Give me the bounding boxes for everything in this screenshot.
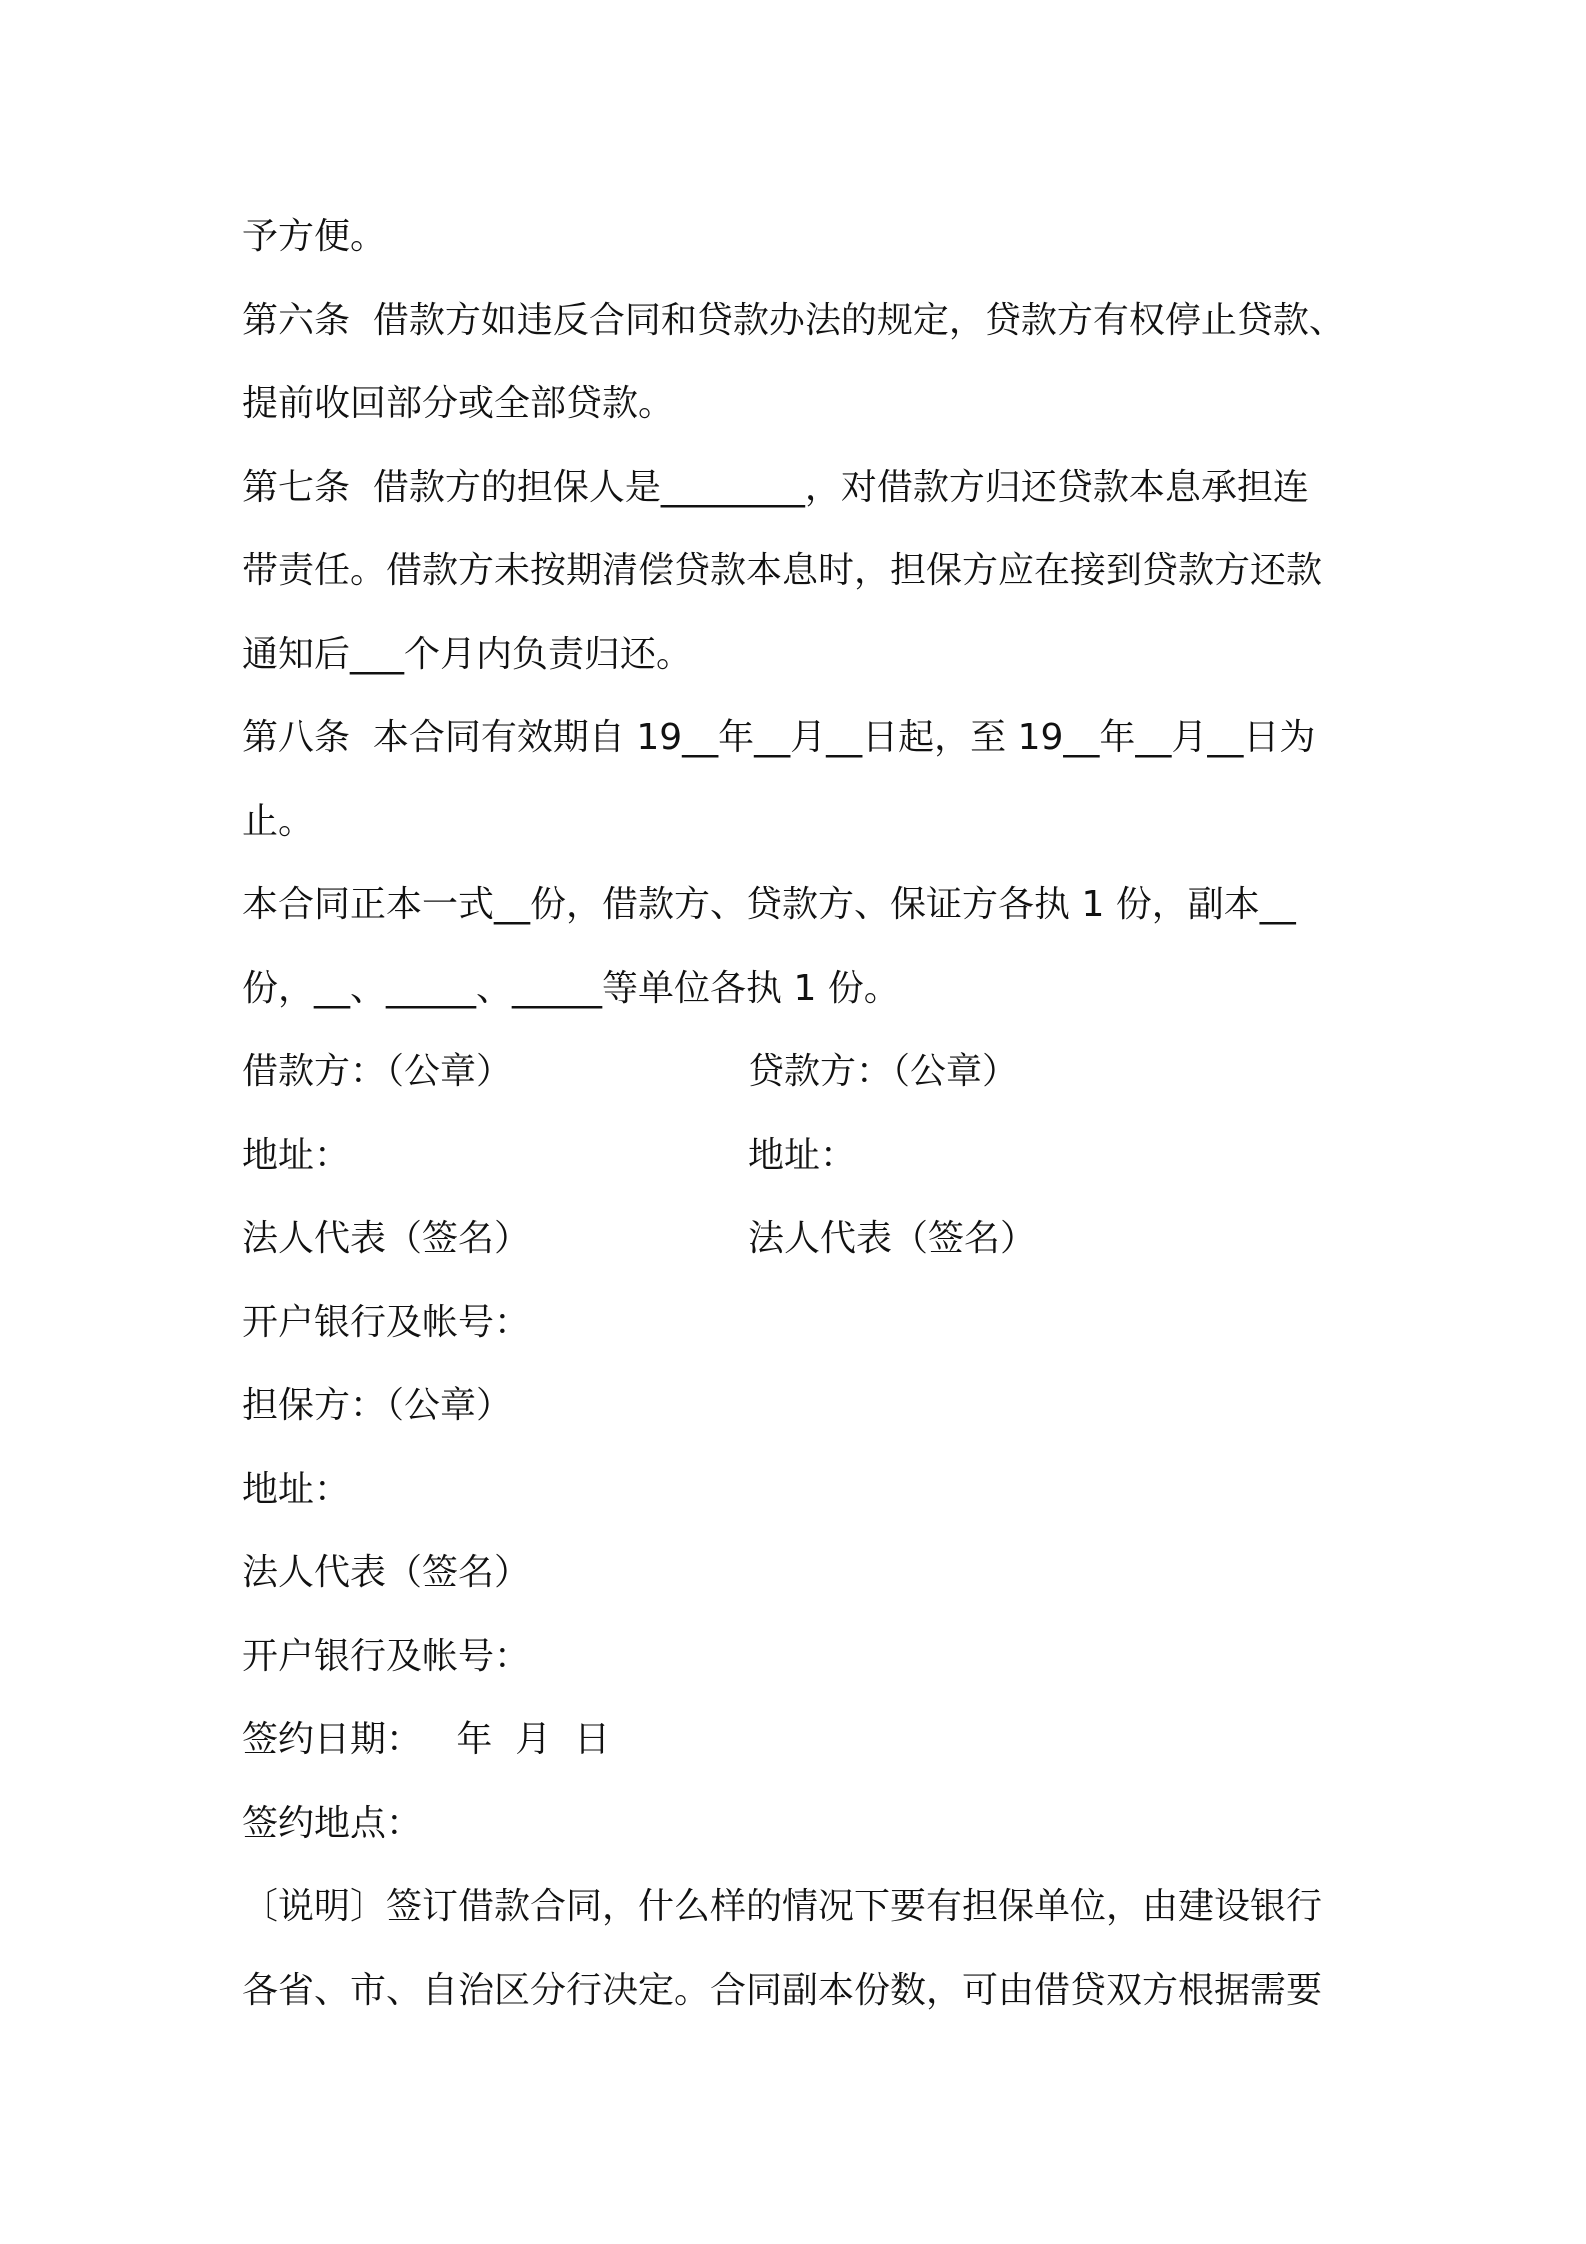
- copies-line-1: 本合同正本一式__份，借款方、贷款方、保证方各执 1 份，副本__: [242, 884, 1296, 925]
- borrower-representative-label: 法人代表（签名）: [242, 1218, 531, 1259]
- note-line-2: 各省、市、自治区分行决定。合同副本份数，可由借贷双方根据需要: [242, 1969, 1323, 2011]
- guarantor-bank-account-label: 开户银行及帐号：: [242, 1635, 531, 1677]
- signature-row-representative: [242, 1197, 1362, 1281]
- borrower-address-label: 地址：: [242, 1134, 351, 1176]
- document-page: [242, 195, 1362, 2032]
- lender-representative-label: 法人代表（签名）: [748, 1218, 1037, 1259]
- signing-place-label: 签约地点：: [242, 1802, 423, 1844]
- article-7-line-2: 带责任。借款方未按期清偿贷款本息时，担保方应在接到贷款方还款: [242, 550, 1323, 591]
- article-8-line-2: 止。: [242, 800, 315, 842]
- guarantor-seal-label: 担保方：（公章）: [242, 1385, 513, 1426]
- article-6-line-2: 提前收回部分或全部贷款。: [242, 383, 675, 424]
- copies-line-2: 份，__、_____、_____等单位各执 1 份。: [242, 967, 900, 1009]
- article-7-line-1: 第七条 借款方的担保人是________，对借款方归还贷款本息承担连: [242, 466, 1309, 508]
- article-7-line-3: 通知后___个月内负责归还。: [242, 633, 693, 675]
- signing-date-label: 签约日期： 年 月 日: [242, 1719, 611, 1760]
- signature-row-address: [242, 1114, 1362, 1198]
- lender-seal-label: 贷款方：（公章）: [748, 1051, 1019, 1092]
- signature-row-seal: [242, 1030, 1362, 1114]
- note-line-1: 〔说明〕签订借款合同，什么样的情况下要有担保单位，由建设银行: [242, 1886, 1323, 1927]
- borrower-seal-label: 借款方：（公章）: [242, 1051, 513, 1092]
- lender-address-label: 地址：: [748, 1134, 857, 1176]
- article-8-line-1: 第八条 本合同有效期自 19__年__月__日起，至 19__年__月__日为: [242, 717, 1316, 758]
- text-line-continuation: 予方便。: [242, 216, 387, 257]
- guarantor-address-label: 地址：: [242, 1468, 351, 1510]
- article-6-line-1: 第六条 借款方如违反合同和贷款办法的规定，贷款方有权停止贷款、: [242, 299, 1345, 341]
- guarantor-representative-label: 法人代表（签名）: [242, 1552, 531, 1593]
- bank-account-label: 开户银行及帐号：: [242, 1301, 531, 1343]
